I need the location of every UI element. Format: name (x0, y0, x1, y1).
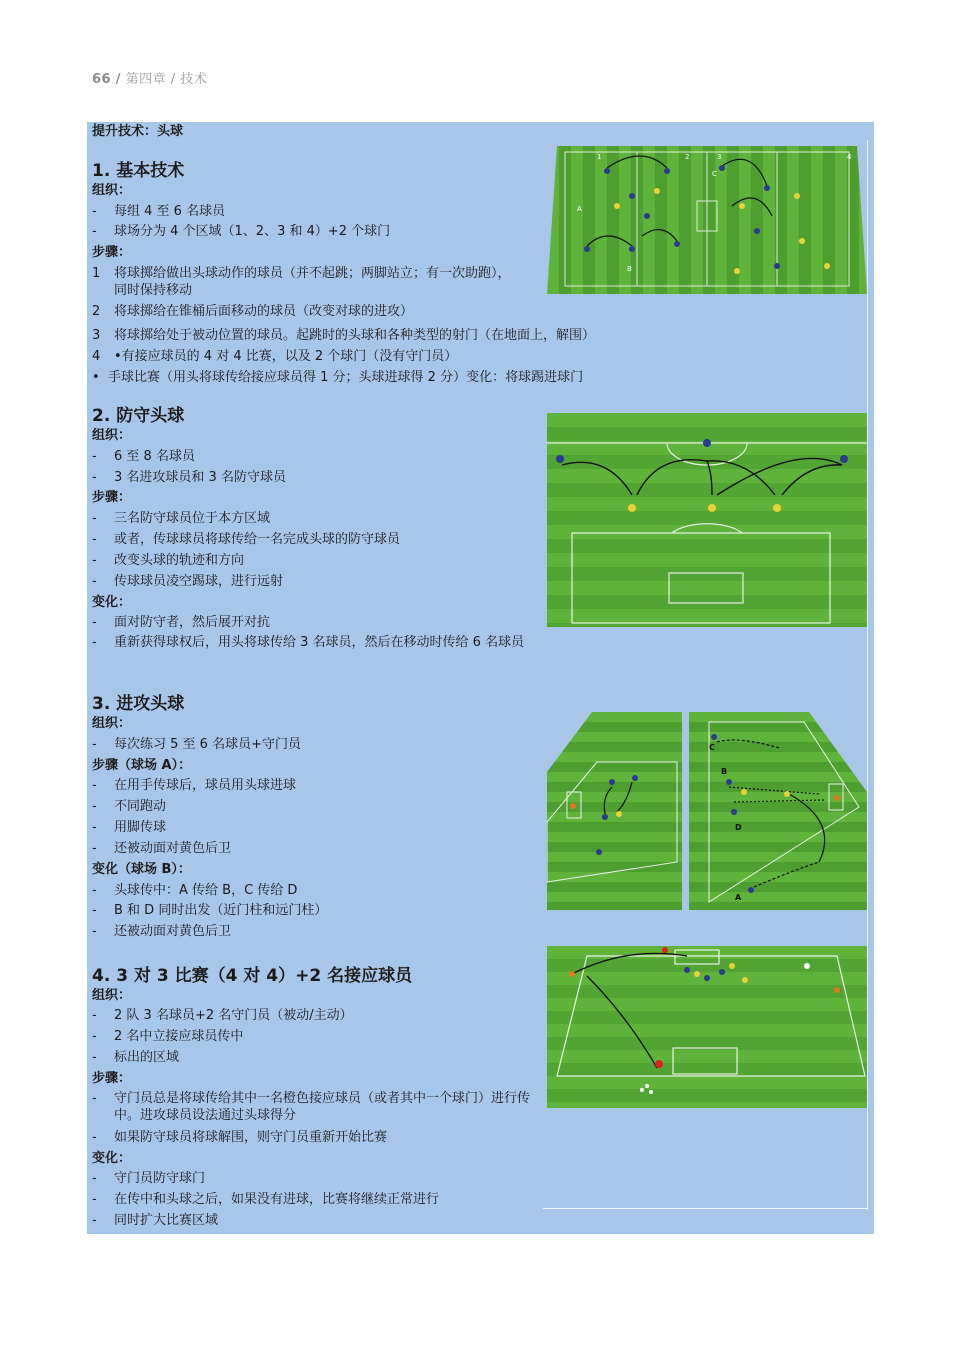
step-text: 将球掷给在锥桶后面移动的球员（改变对球的进攻） (114, 304, 414, 319)
list-item: - 重新获得球权后，用头将球传给 3 名球员，然后在移动时传给 6 名球员 (92, 634, 554, 651)
list-item: - 2 名中立接应球员传中 (92, 1027, 243, 1047)
zone-label: 3 (717, 153, 722, 161)
player-label: B (627, 265, 632, 273)
list-item: - 球场分为 4 个区域（1、2、3 和 4）+2 个球门 (92, 222, 390, 242)
section-2-title: 2. 防守头球 (92, 406, 185, 426)
section-2-var-label: 变化： (92, 595, 132, 610)
list-item: - 用脚传球 (92, 818, 166, 838)
zone-label: 2 (685, 153, 690, 161)
list-item: - 3 名进攻球员和 3 名防守球员 (92, 468, 286, 488)
player-label: A (735, 893, 742, 902)
panel-divider (867, 140, 868, 1210)
list-item: - B 和 D 同时出发（近门柱和远门柱） (92, 901, 327, 921)
list-item: - 2 队 3 名球员+2 名守门员（被动/主动） (92, 1006, 353, 1026)
section-3-title: 3. 进攻头球 (92, 694, 185, 714)
list-item: - 同时扩大比赛区域 (92, 1211, 218, 1231)
player-label: C (709, 743, 715, 752)
list-item: - 不同跑动 (92, 797, 166, 817)
step-item (92, 302, 413, 322)
diagram-basic-technique (547, 146, 867, 294)
header-separator: / (115, 72, 121, 87)
section-2-steps-label: 步骤： (92, 490, 132, 505)
step-text: •有接应球员的 4 对 4 比赛，以及 2 个球门（没有守门员） (114, 349, 458, 364)
list-item: - 三名防守球员位于本方区域 (92, 509, 270, 529)
list-item: - 还被动面对黄色后卫 (92, 839, 231, 859)
chapter-label: 第四章 (125, 72, 167, 87)
section-4-var-label: 变化： (92, 1151, 132, 1166)
step-item-continued (92, 281, 192, 301)
step-item (92, 347, 457, 367)
list-item: - 面对防守者，然后展开对抗 (92, 613, 270, 633)
section-4-org-label: 组织： (92, 988, 132, 1003)
list-item: - 在传中和头球之后，如果没有进球，比赛将继续正常进行 (92, 1190, 439, 1210)
section-1-org-label: 组织： (92, 183, 132, 198)
list-item: - 每组 4 至 6 名球员 (92, 202, 225, 222)
section-1-title: 1. 基本技术 (92, 161, 185, 181)
section-3-org-label: 组织： (92, 716, 132, 731)
step-number: 3 (92, 328, 101, 343)
page-number: 66 (92, 72, 112, 87)
step-number: 1 (92, 266, 101, 281)
diagram-defensive-heading (547, 413, 867, 627)
list-item: - 或者，传球球员将球传给一名完成头球的防守球员 (92, 530, 400, 550)
step-text: 将球掷给做出头球动作的球员（并不起跳；两脚站立；有一次助跑）， (114, 266, 511, 281)
running-header (92, 68, 207, 87)
section-3-steps-label: 步骤（球场 A）： (92, 758, 192, 773)
section-4-title: 4. 3 对 3 比赛（4 对 4）+2 名接应球员 (92, 966, 413, 986)
topic-title: 提升技术：头球 (92, 124, 184, 139)
bullet-item: • 手球比赛（用头将球传给接应球员得 1 分；头球进球得 2 分）变化：将球踢进球门 (92, 368, 583, 388)
section-label: 技术 (180, 72, 208, 87)
diagram-field-a (547, 712, 682, 910)
list-item: - 守门员总是将球传给其中一名橙色接应球员（或者其中一个球门）进行传中。进攻球员设法通过头球得分 (92, 1090, 554, 1124)
diagram-small-sided-game (547, 946, 867, 1108)
list-item: - 标出的区域 (92, 1048, 179, 1068)
player-label: B (721, 767, 728, 776)
player-label: A (577, 205, 582, 213)
step-item (92, 326, 595, 346)
list-item: - 每次练习 5 至 6 名球员+守门员 (92, 735, 301, 755)
list-item: - 如果防守球员将球解围，则守门员重新开始比赛 (92, 1128, 387, 1148)
step-number: 2 (92, 304, 101, 319)
header-separator: / (170, 72, 176, 87)
list-item: - 在用手传球后，球员用头球进球 (92, 776, 296, 796)
diagram-field-b (689, 712, 867, 910)
list-item: - 头球传中：A 传给 B，C 传给 D (92, 881, 297, 901)
step-text: 将球掷给处于被动位置的球员。起跳时的头球和各种类型的射门（在地面上，解围） (114, 328, 596, 343)
list-item: - 传球球员凌空踢球，进行远射 (92, 572, 283, 592)
section-4-steps-label: 步骤： (92, 1071, 132, 1086)
section-3-var-label: 变化（球场 B）： (92, 862, 191, 877)
list-item: - 6 至 8 名球员 (92, 447, 195, 467)
section-1-steps-label: 步骤： (92, 245, 132, 260)
step-number: 4 (92, 349, 101, 364)
section-2-org-label: 组织： (92, 428, 132, 443)
zone-label: 4 (847, 153, 852, 161)
list-item: - 改变头球的轨迹和方向 (92, 551, 244, 571)
step-text: 同时保持移动 (114, 283, 193, 298)
bottom-rule (543, 1208, 867, 1209)
list-item: - 守门员防守球门 (92, 1169, 205, 1189)
zone-label: 1 (597, 153, 602, 161)
player-label: D (735, 823, 742, 832)
list-item: - 还被动面对黄色后卫 (92, 922, 231, 942)
player-label: C (712, 170, 717, 178)
